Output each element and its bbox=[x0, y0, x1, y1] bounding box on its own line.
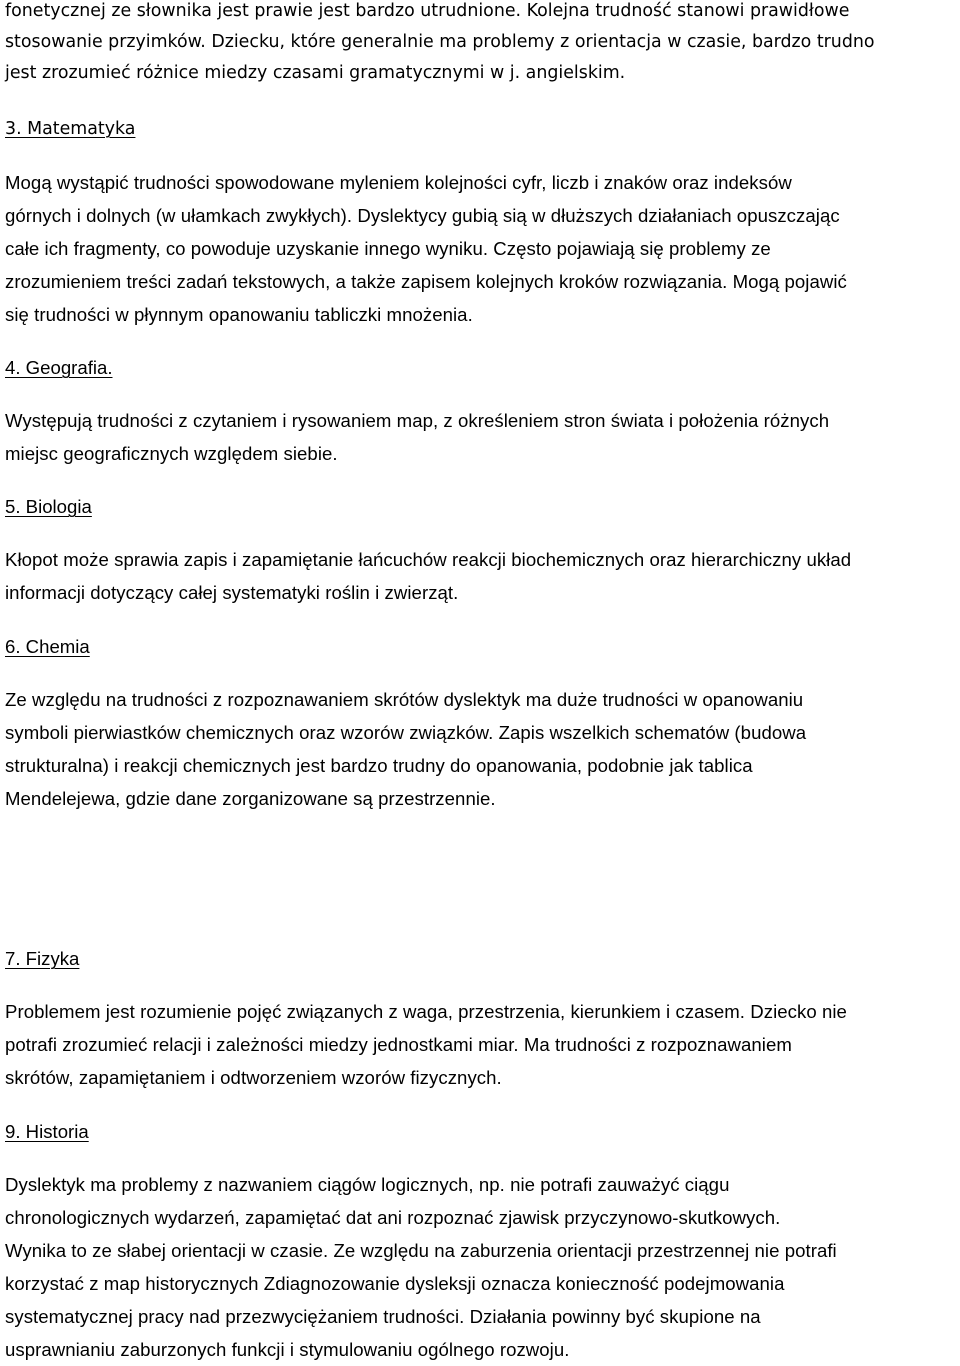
section-body-historia bbox=[5, 1168, 957, 1366]
section-body-fizyka bbox=[5, 995, 957, 1094]
section-body-chemia bbox=[5, 683, 957, 815]
section-heading-historia: 9. Historia bbox=[5, 1121, 89, 1142]
text-line: górnych i dolnych (w ułamkach zwykłych). Dyslektycy gubią sią w dłuższych działaniach opuszczając bbox=[5, 205, 840, 226]
text-line: informacji dotyczący całej systematyki roślin i zwierząt. bbox=[5, 582, 459, 603]
section-heading-fizyka: 7. Fizyka bbox=[5, 948, 80, 969]
section-heading-geografia: 4. Geografia. bbox=[5, 357, 113, 378]
section-heading-biologia: 5. Biologia bbox=[5, 496, 92, 517]
text-line: korzystać z map historycznych Zdiagnozowanie dysleksji oznacza konieczność podejmowania bbox=[5, 1273, 785, 1294]
text-line: usprawnianiu zaburzonych funkcji i stymulowaniu ogólnego rozwoju. bbox=[5, 1339, 570, 1360]
text-line: jest zrozumieć różnice miedzy czasami gramatycznymi w j. angielskim. bbox=[5, 63, 626, 83]
text-line: miejsc geograficznych względem siebie. bbox=[5, 443, 338, 464]
text-line: całe ich fragmenty, co powoduje uzyskanie innego wyniku. Często pojawiają się problemy ze bbox=[5, 238, 771, 259]
text-line: zrozumieniem treści zadań tekstowych, a także zapisem kolejnych kroków rozwiązania. Mogą pojawić bbox=[5, 271, 847, 292]
text-line: stosowanie przyimków. Dziecku, które generalnie ma problemy z orientacja w czasie, bardzo trudno bbox=[5, 32, 875, 52]
text-line: chronologicznych wydarzeń, zapamiętać dat ani rozpoznać zjawisk przyczynowo-skutkowych. bbox=[5, 1207, 781, 1228]
text-line: Dyslektyk ma problemy z nazwaniem ciągów logicznych, np. nie potrafi zauważyć ciągu bbox=[5, 1174, 730, 1195]
text-line: Ze względu na trudności z rozpoznawaniem skrótów dyslektyk ma duże trudności w opanowaniu bbox=[5, 689, 804, 710]
text-line: Kłopot może sprawia zapis i zapamiętanie łańcuchów reakcji biochemicznych oraz hierarchiczny układ bbox=[5, 549, 852, 570]
text-line: skrótów, zapamiętaniem i odtworzeniem wzorów fizycznych. bbox=[5, 1067, 502, 1088]
text-line: Mogą wystąpić trudności spowodowane myleniem kolejności cyfr, liczb i znaków oraz indeksów bbox=[5, 172, 792, 193]
section-body-matematyka bbox=[5, 166, 957, 331]
text-line: Występują trudności z czytaniem i rysowaniem map, z określeniem stron świata i położenia różnych bbox=[5, 410, 830, 431]
section-body-biologia bbox=[5, 543, 957, 609]
text-line: fonetycznej ze słownika jest prawie jest bardzo utrudnione. Kolejna trudność stanowi prawidłowe bbox=[5, 1, 850, 21]
section-heading-chemia: 6. Chemia bbox=[5, 636, 90, 657]
text-line: strukturalna) i reakcji chemicznych jest bardzo trudny do opanowania, podobnie jak tablica bbox=[5, 755, 753, 776]
section-heading-matematyka: 3. Matematyka bbox=[5, 119, 136, 139]
text-line: potrafi zrozumieć relacji i zależności miedzy jednostkami miar. Ma trudności z rozpoznawaniem bbox=[5, 1034, 792, 1055]
intro-paragraph bbox=[5, 0, 957, 89]
text-line: się trudności w płynnym opanowaniu tabliczki mnożenia. bbox=[5, 304, 473, 325]
text-line: Mendelejewa, gdzie dane zorganizowane są przestrzennie. bbox=[5, 788, 496, 809]
text-line: Problemem jest rozumienie pojęć związanych z waga, przestrzenia, kierunkiem i czasem. Dziecko nie bbox=[5, 1001, 847, 1022]
text-line: systematycznej pracy nad przezwyciężaniem trudności. Działania powinny być skupione na bbox=[5, 1306, 761, 1327]
section-body-geografia bbox=[5, 404, 957, 470]
text-line: Wynika to ze słabej orientacji w czasie. Ze względu na zaburzenia orientacji przestrzennej nie potrafi bbox=[5, 1240, 837, 1261]
text-line: symboli pierwiastków chemicznych oraz wzorów związków. Zapis wszelkich schematów (budowa bbox=[5, 722, 807, 743]
